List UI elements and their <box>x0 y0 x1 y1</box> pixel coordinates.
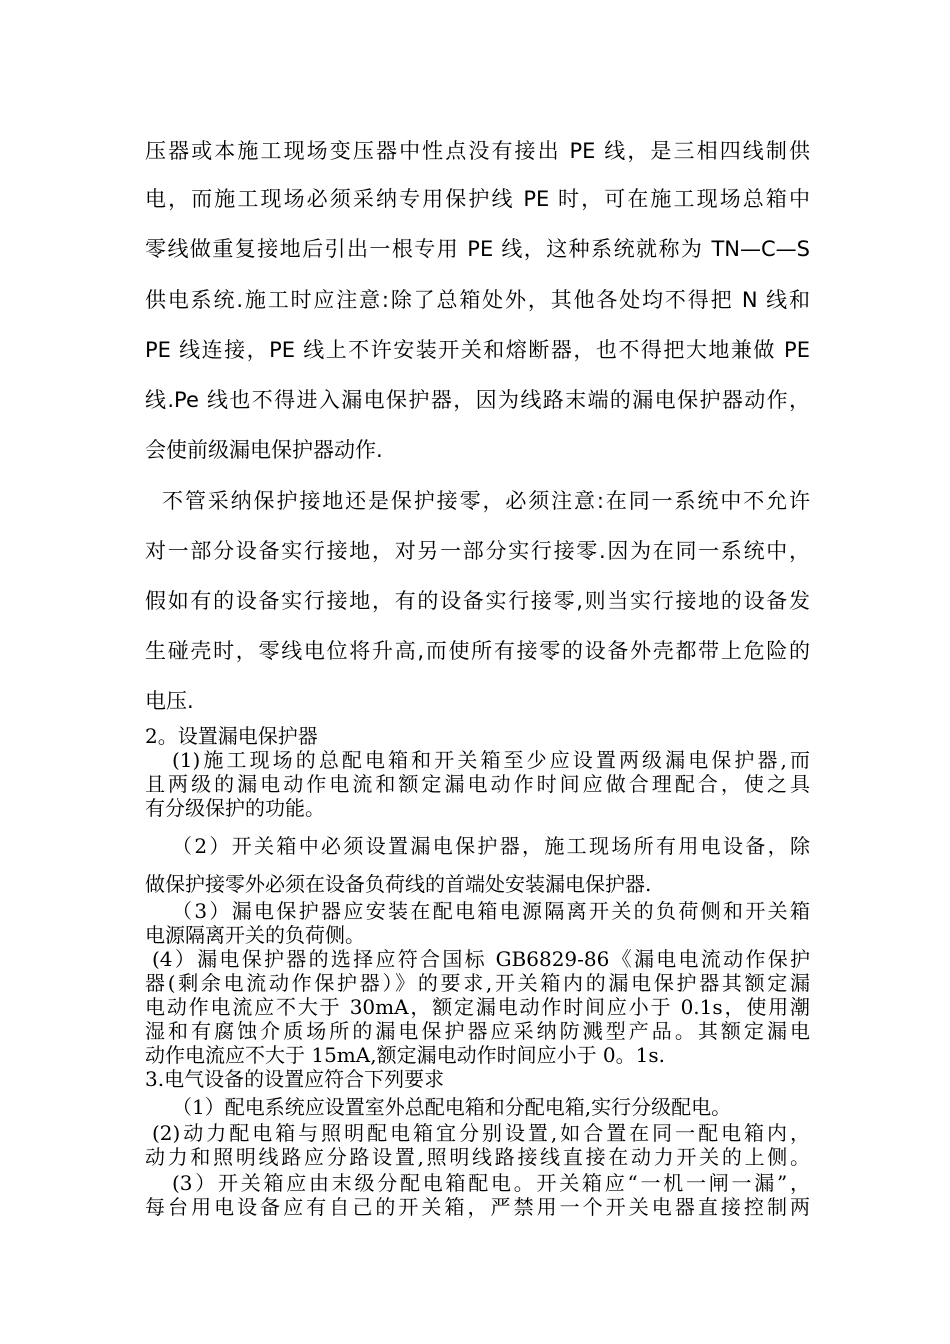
paragraph-line: 供电系统.施工时应注意:除了总箱处外，其他各处均不得把 N 线和 <box>145 288 810 312</box>
list-item-line: 且两级的漏电动作电流和额定漏电动作时间应做合理配合，使之具 <box>145 772 810 796</box>
list-item-line: (1)施工现场的总配电箱和开关箱至少应设置两级漏电保护器,而 <box>172 748 810 772</box>
list-item-line: （3）漏电保护器应安装在配电箱电源隔离开关的负荷侧和开关箱 <box>172 899 810 923</box>
list-item-line: 动力和照明线路应分路设置,照明线路接线直接在动力开关的上侧。 <box>145 1145 810 1169</box>
paragraph-line: 生碰壳时，零线电位将升高,而使所有接零的设备外壳都带上危险的 <box>145 639 810 663</box>
list-item-line: (3）开关箱应由末级分配电箱配电。开关箱应“一机一闸一漏”， <box>172 1171 810 1195</box>
list-item-line: 电动作电流应不大于 30mA，额定漏电动作时间应小于 0.1s，使用潮 <box>145 995 810 1019</box>
paragraph-line: 压器或本施工现场变压器中性点没有接出 PE 线，是三相四线制供 <box>145 139 810 163</box>
paragraph-line: 假如有的设备实行接地，有的设备实行接零,则当实行接地的设备发 <box>145 589 810 613</box>
list-item-line: (2)动力配电箱与照明配电箱宜分别设置,如合置在同一配电箱内， <box>152 1121 810 1145</box>
list-item-line: 动作电流应不大于 15mA,额定漏电动作时间应小于 0。1s. <box>145 1043 665 1067</box>
list-item-line: 湿和有腐蚀介质场所的漏电保护器应采纳防溅型产品。其额定漏电 <box>145 1019 810 1043</box>
paragraph-line: 电，而施工现场必须采纳专用保护线 PE 时，可在施工现场总箱中 <box>145 187 810 211</box>
paragraph-line: 电压. <box>145 689 194 713</box>
list-item-line: 有分级保护的功能。 <box>145 796 325 820</box>
paragraph-line: 线.Pe 线也不得进入漏电保护器，因为线路末端的漏电保护器动作， <box>145 388 810 412</box>
paragraph-line: 会使前级漏电保护器动作. <box>145 438 383 462</box>
list-item-line: 每台用电设备应有自己的开关箱，严禁用一个开关电器直接控制两 <box>145 1195 810 1219</box>
section-heading: 2。设置漏电保护器 <box>145 724 318 748</box>
paragraph-line: 零线做重复接地后引出一根专用 PE 线，这种系统就称为 TN—C—S <box>145 237 810 261</box>
list-item-line: 电源隔离开关的负荷侧。 <box>145 923 365 947</box>
list-item-line: (4）漏电保护器的选择应符合国标 GB6829-86《漏电电流动作保护 <box>152 947 810 971</box>
list-item-line: 做保护接零外必须在设备负荷线的首端处安装漏电保护器. <box>145 872 652 896</box>
list-item-line: 器(剩余电流动作保护器）》的要求,开关箱内的漏电保护器其额定漏 <box>145 971 810 995</box>
paragraph-line: 不管采纳保护接地还是保护接零，必须注意:在同一系统中不允许 <box>162 489 810 513</box>
list-item-line: （2）开关箱中必须设置漏电保护器，施工现场所有用电设备，除 <box>172 834 810 858</box>
paragraph-line: 对一部分设备实行接地，对另一部分实行接零.因为在同一系统中， <box>145 539 810 563</box>
section-heading: 3.电气设备的设置应符合下列要求 <box>145 1067 445 1091</box>
list-item-line: （1）配电系统应设置室外总配电箱和分配电箱,实行分级配电。 <box>172 1095 732 1119</box>
paragraph-line: PE 线连接，PE 线上不许安装开关和熔断器，也不得把大地兼做 PE <box>145 338 810 362</box>
